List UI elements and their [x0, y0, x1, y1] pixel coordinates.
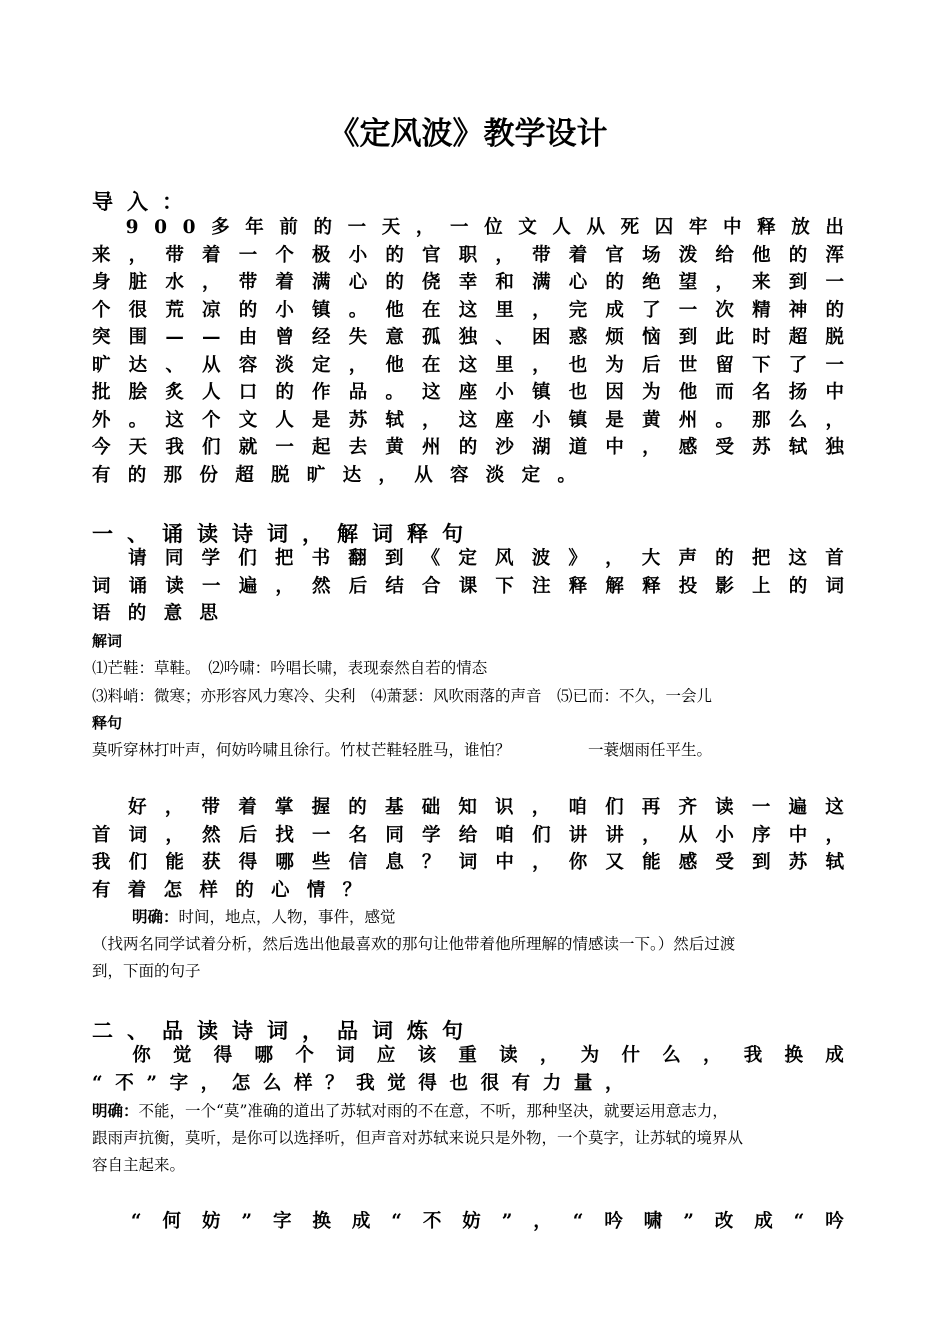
intro-line-8: 外 。 这 个 文 人 是 苏 轼 ， 这 座 小 镇 是 黄 州 。 那 么 ，	[92, 409, 844, 431]
intro-line-3: 身 脏 水 ， 带 着 满 心 的 侥 幸 和 满 心 的 绝 望 ， 来 到 一	[92, 272, 844, 293]
section1-p2-line-4: 有着怎样的心情？	[92, 879, 379, 901]
intro-line-7: 批 脍 炙 人 口 的 作 品 。 这 座 小 镇 也 因 为 他 而 名 扬 中	[92, 382, 844, 403]
mingque-1-text: 时间，地点，人物，事件，感觉	[178, 908, 396, 926]
section2-heading: 二、品读诗词，品词炼句	[92, 1019, 477, 1043]
section1-p2-line-1: 好 ， 带 着 掌 握 的 基 础 知 识 ， 咱 们 再 齐 读 一 遍 这	[128, 797, 844, 818]
shiju-line: 莫听穿林打叶声，何妨吟啸且徐行。竹杖芒鞋轻胜马，谁怕？ 一蓑烟雨任平生。	[92, 741, 713, 759]
intro-heading: 导入：	[92, 190, 197, 214]
section1-p2-line-2: 首 词 ， 然 后 找 一 名 同 学 给 咱 们 讲 讲 ， 从 小 序 中 ，	[92, 824, 844, 846]
intro-line-6: 旷 达 、 从 容 淡 定 ， 他 在 这 里 ， 也 为 后 世 留 下 了 一	[92, 354, 844, 376]
note-line-1: （找两名同学试着分析，然后选出他最喜欢的那句让他带着他所理解的情感读一下。）然后过渡	[92, 935, 736, 953]
section2-line-1: 你 觉 得 哪 个 词 应 该 重 读 ， 为 什 么 ， 我 换 成	[132, 1045, 844, 1066]
mingque-2-label: 明确：	[92, 1101, 139, 1120]
mingque-2-text: 不能，一个“莫”准确的道出了苏轼对雨的不在意，不听，那种坚决，就要运用意志力，	[138, 1102, 728, 1120]
intro-line-4: 个 很 荒 凉 的 小 镇 。 他 在 这 里 ， 完 成 了 一 次 精 神 的	[92, 299, 844, 321]
mingque-2-line-3: 容自主起来。	[92, 1156, 186, 1174]
jieci-line-2: ⑶料峭：微寒；亦形容风力寒冷、尖利 ⑷萧瑟：风吹雨落的声音 ⑸已而：不久，一会儿	[92, 687, 713, 705]
section1-line-1: 请 同 学 们 把 书 翻 到 《 定 风 波 》 ， 大 声 的 把 这 首	[128, 548, 844, 569]
section1-heading: 一、诵读诗词，解词释句	[92, 522, 477, 546]
mingque-1	[132, 903, 892, 931]
mingque-2-line-1	[92, 1097, 852, 1125]
intro-line-5: 突 围 — — 由 曾 经 失 意 孤 独 、 困 惑 烦 恼 到 此 时 超 脱	[92, 327, 844, 348]
mingque-1-label: 明确：	[132, 907, 179, 926]
section1-line-3: 语的意思	[92, 603, 236, 624]
page-title: 《定风波》教学设计	[328, 116, 608, 152]
section2-line-2: “不”字，怎么样？我觉得也很有力量，	[92, 1072, 637, 1094]
note-line-2: 到，下面的句子	[92, 962, 201, 980]
intro-line-2: 来 ， 带 着 一 个 极 小 的 官 职 ， 带 着 官 场 泼 给 他 的 浑	[92, 244, 844, 266]
jieci-line-1: ⑴芒鞋：草鞋。 ⑵吟啸：吟唱长啸，表现泰然自若的情态	[92, 659, 488, 677]
section2-last-line: “ 何 妨 ” 字 换 成 “ 不 妨 ” ， “ 吟 啸 ” 改 成 “ 吟	[130, 1211, 844, 1232]
intro-line-10: 有的那份超脱旷达，从容淡定。	[92, 464, 594, 486]
jieci-label: 解词	[92, 632, 123, 650]
section1-line-2-text: 词 诵 读 一 遍 ， 然 后 结 合 课 下 注 释 解 释 投 影 上 的 词	[92, 575, 844, 597]
intro-line-9: 今 天 我 们 就 一 起 去 黄 州 的 沙 湖 道 中 ， 感 受 苏 轼 独	[92, 437, 844, 458]
section1-p2-line-3: 我 们 能 获 得 哪 些 信 息 ？ 词 中 ， 你 又 能 感 受 到 苏 轼	[92, 852, 844, 873]
section1-line-2	[92, 573, 844, 601]
intro-line-1: 9 0 0 多 年 前 的 一 天 ， 一 位 文 人 从 死 囚 牢 中 释 放 出	[125, 217, 844, 238]
mingque-2-line-2: 跟雨声抗衡，莫听，是你可以选择听，但声音对苏轼来说只是外物，一个莫字，让苏轼的境界从	[92, 1129, 744, 1147]
shiju-label: 释句	[92, 714, 123, 732]
